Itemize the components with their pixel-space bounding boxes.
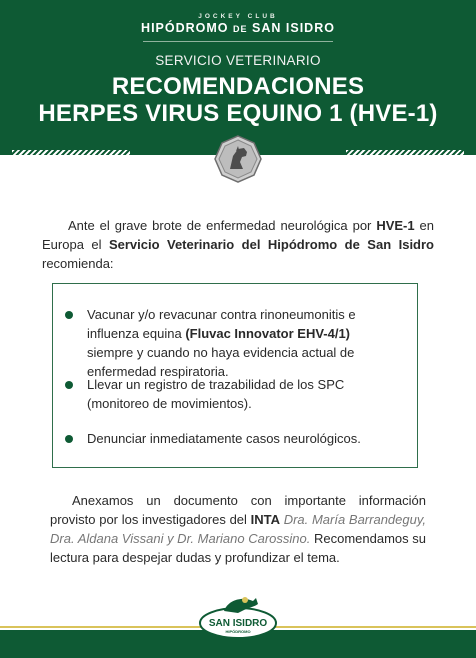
closing-text-2: Recomendamos su lectura para despejar dudas y profundizar el tema. xyxy=(50,531,426,565)
recommendation-item xyxy=(65,375,399,413)
bullet-dot-icon xyxy=(65,311,73,319)
recommendation-text-2: siempre y cuando no haya evidencia actual de enfermedad respiratoria. xyxy=(87,345,355,379)
hipodromo-name-de: DE xyxy=(233,24,248,34)
closing-text xyxy=(50,491,426,567)
bullet-dot-icon xyxy=(65,381,73,389)
intro-text-2: en Europa el xyxy=(42,218,435,252)
researchers-names: Dra. María Barrandeguy, Dra. Aldana Vissani y Dr. Mariano Carossino. xyxy=(50,512,426,546)
hipodromo-name-b: SAN ISIDRO xyxy=(252,21,335,35)
recommendations-box xyxy=(52,283,418,468)
page-title xyxy=(0,73,476,127)
intro-bold-service: Servicio Veterinario del Hipódromo de San Isidro xyxy=(108,237,434,252)
vaccine-name: (Fluvac Innovator EHV-4/1) xyxy=(185,326,351,341)
recommendation-item xyxy=(65,429,399,448)
recommendation-item xyxy=(65,305,399,381)
title-line-1: RECOMENDACIONES xyxy=(111,73,365,100)
intro-text-1: Ante el grave brote de enfermedad neurológica por xyxy=(68,218,377,233)
intro-paragraph xyxy=(42,216,434,273)
header-divider xyxy=(143,41,333,42)
service-label: SERVICIO VETERINARIO xyxy=(155,53,321,68)
decorative-stripes-left xyxy=(12,150,130,156)
bullet-dot-icon xyxy=(65,435,73,443)
recommendation-text: Llevar un registro de trazabilidad de los SPC (monitoreo de movimientos). xyxy=(87,377,345,411)
intro-text-3: recomienda: xyxy=(42,256,114,271)
title-line-2: HERPES VIRUS EQUINO 1 (HVE-1) xyxy=(38,100,438,127)
decorative-stripes-right xyxy=(346,150,464,156)
closing-bold-inta: INTA xyxy=(250,512,280,527)
logo-sub: HIPÓDROMO xyxy=(225,629,251,634)
recommendation-text-1: Vacunar y/o revacunar contra rinoneumonitis e influenza equina xyxy=(87,307,356,341)
recommendation-text: Denunciar inmediatamente casos neurológicos. xyxy=(87,431,361,446)
jockey-horse-logo-icon xyxy=(198,590,278,640)
club-label: JOCKEY CLUB xyxy=(198,13,278,20)
hipodromo-name-a: HIPÓDROMO xyxy=(141,21,229,35)
recommendation-text xyxy=(87,305,399,381)
logo-name: SAN ISIDRO xyxy=(208,618,268,629)
horse-head-seal-icon xyxy=(213,134,263,184)
closing-paragraph xyxy=(50,491,426,567)
intro-bold-hve: HVE-1 xyxy=(376,218,415,233)
header-banner xyxy=(0,0,476,155)
hipodromo-name xyxy=(0,21,476,35)
closing-text-1: Anexamos un documento con importante información provisto por los investigadores del xyxy=(50,493,426,527)
intro-text xyxy=(42,216,434,273)
